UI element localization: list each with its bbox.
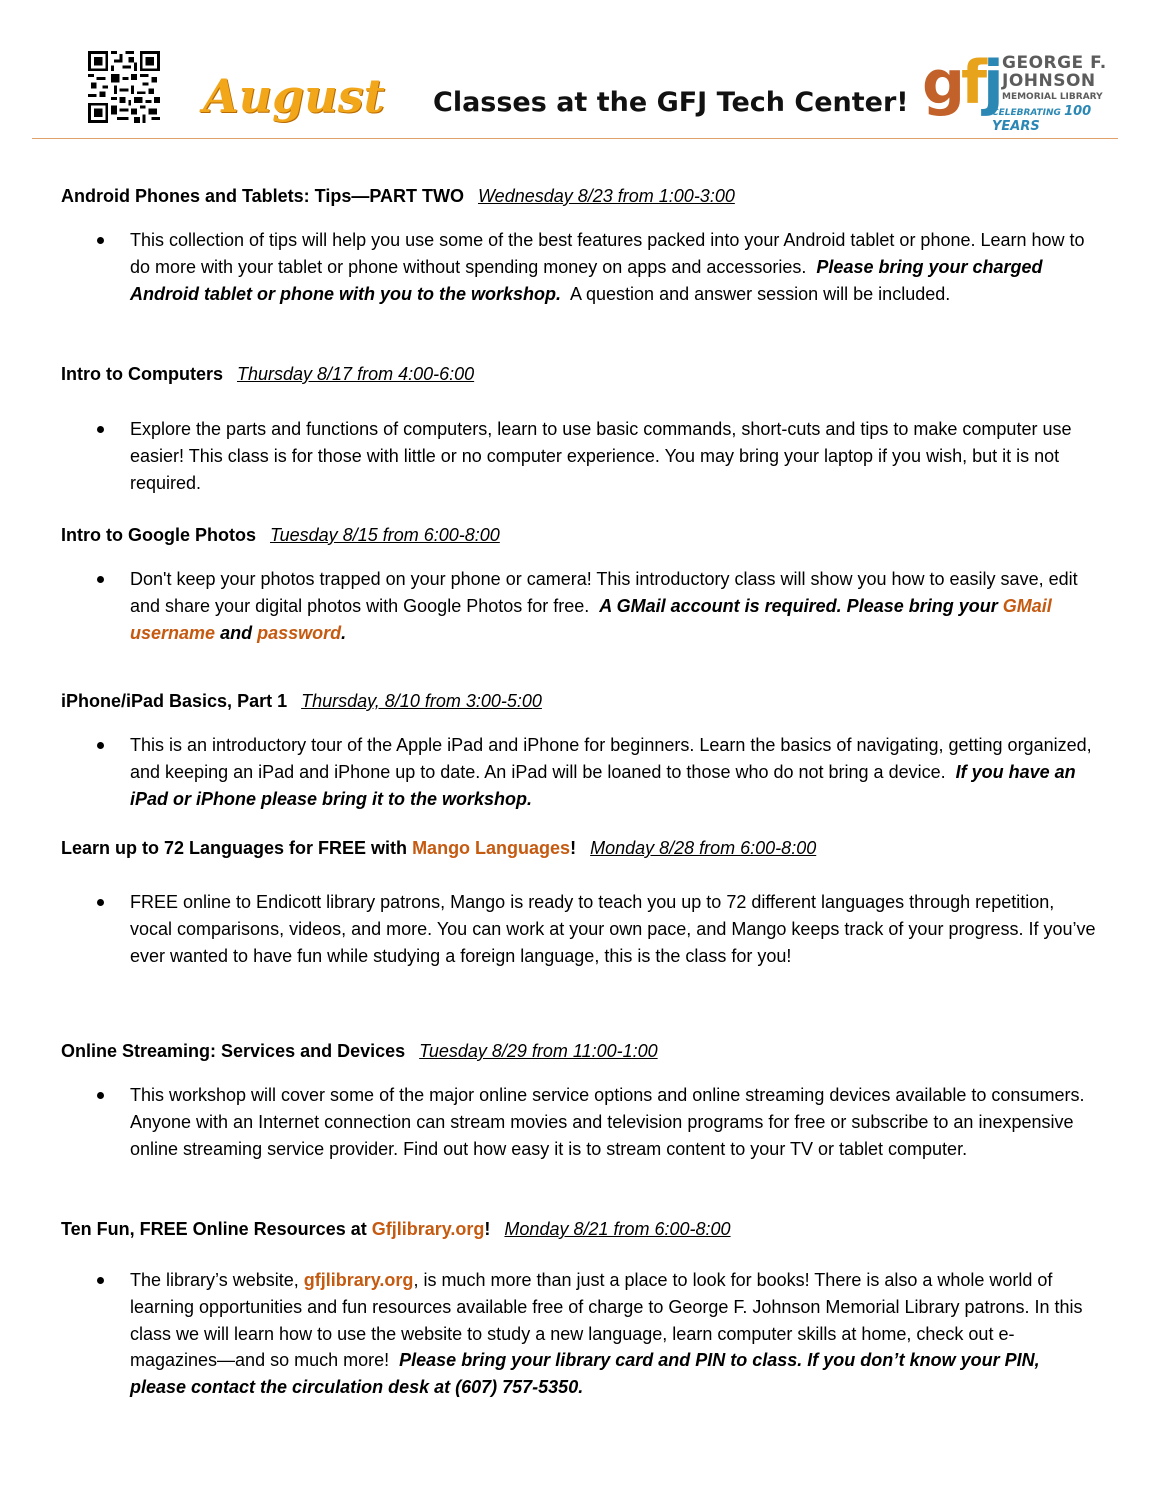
bullet-icon [97,742,104,749]
class-description [130,1082,1098,1162]
logo-line2: JOHNSON [1002,71,1096,91]
class-heading [61,1039,658,1063]
class-schedule: Thursday, 8/10 from 3:00-5:00 [301,691,542,711]
gmail-username-highlight: GMail username [130,595,1052,643]
bullet-icon [97,1092,104,1099]
description-emphasis: . [341,622,347,643]
description-text: , is much more than just a place to look for books! There is also a whole world of learning opportunities and fun resources available free of charge to George F. Johnson Memorial Library patrons. In this class we will learn how to use the website to study a new language, learn computer skills at home, check out e-magazines—and so much more! [130,1270,1083,1371]
description-text: This is an introductory tour of the Apple iPad and iPhone for beginners. Learn the basics of navigating, getting organized, and keeping an iPad and iPhone up to date. An iPad will be loaned to those who do not bring a device. [130,735,1092,782]
description-emphasis: If you have an iPad or iPhone please bring it to the workshop. [130,761,1076,809]
description-emphasis: A GMail account is required. Please bring your [599,595,998,616]
class-schedule: Monday 8/21 from 6:00-8:00 [504,1219,731,1239]
description-text: The library’s website, [130,1270,299,1290]
class-title: Intro to Google Photos [61,525,256,545]
class-description [130,566,1098,646]
gfjlibrary-link[interactable]: Gfjlibrary.org [371,1219,485,1239]
header-rule [32,138,1118,139]
bullet-icon [97,426,104,433]
class-title: Learn up to 72 Languages for FREE with [61,838,408,858]
logo-anniversary [992,104,1122,134]
logo-celebrating: CELEBRATING [992,108,1061,118]
class-description [130,1267,1098,1401]
description-text: Explore the parts and functions of computers, learn to use basic commands, short-cuts and tips to make computer use easier! This class is for those with little or no computer experience. You may bring your laptop if you wish, but it is not required. [130,419,1072,493]
page-header [0,0,1153,140]
bullet-icon [97,576,104,583]
class-schedule: Monday 8/28 from 6:00-8:00 [590,838,817,858]
class-description [130,732,1098,812]
class-title-exclaim: ! [570,838,577,858]
class-heading [61,689,542,713]
website-link[interactable]: gfjlibrary.org [303,1270,414,1290]
description-text: FREE online to Endicott library patrons, Mango is ready to teach you up to 72 different languages through repetition, vocal comparisons, videos, and more. You can work at your own pace, and Mango keeps track of your progress. If you’ve ever wanted to have fun while studying a foreign language, this is the class for you! [130,892,1096,966]
class-title-exclaim: ! [484,1219,491,1239]
gfj-logo-mark: gfj [922,48,1000,118]
mango-languages-link[interactable]: Mango Languages [412,838,571,858]
class-title: Android Phones and Tablets: Tips—PART TWO [61,186,465,206]
class-heading [61,836,816,860]
password-highlight: password [257,622,342,643]
class-title: Online Streaming: Services and Devices [61,1041,406,1061]
class-schedule: Tuesday 8/29 from 11:00-1:00 [419,1041,658,1061]
class-heading [61,523,500,547]
class-title: Ten Fun, FREE Online Resources at [61,1219,367,1239]
class-schedule: Thursday 8/17 from 4:00-6:00 [237,364,475,384]
bullet-icon [97,1277,104,1284]
class-heading [61,184,735,208]
class-heading [61,1217,731,1241]
class-description [130,416,1098,496]
logo-line3: MEMORIAL LIBRARY [1002,92,1103,102]
page-title: Classes at the GFJ Tech Center! [433,87,909,118]
description-emphasis: Please bring your library card and PIN to class. If you don’t know your PIN, please contact the circulation desk at (607) 757-5350. [130,1350,1040,1398]
class-schedule: Tuesday 8/15 from 6:00-8:00 [269,525,500,545]
class-schedule: Wednesday 8/23 from 1:00-3:00 [478,186,735,206]
class-title: Intro to Computers [61,364,223,384]
title-month: August [203,69,385,123]
class-description [130,227,1098,307]
description-text: A question and answer session will be included. [570,283,951,304]
logo-100-years: 100 YEARS [992,104,1092,134]
description-text: This workshop will cover some of the major online service options and online streaming devices available to consumers. Anyone with an Internet connection can stream movies and television programs for free or subscribe to an inexpensive online streaming service provider. Find out how easy it is to stream content to your TV or tablet computer. [130,1085,1085,1159]
class-heading [61,362,474,386]
class-description [130,889,1098,969]
class-title: iPhone/iPad Basics, Part 1 [61,691,288,711]
description-text: Don't keep your photos trapped on your phone or camera! This introductory class will show you how to easily save, edit and share your digital photos with Google Photos for free. [130,569,1078,616]
description-text: This collection of tips will help you use some of the best features packed into your Android tablet or phone. Learn how to do more with your tablet or phone without spending money on apps and accessories. [130,230,1085,277]
bullet-icon [97,899,104,906]
logo-line1: GEORGE F. [1002,53,1107,73]
qr-code-icon [88,50,160,124]
description-emphasis: Please bring your charged Android tablet or phone with you to the workshop. [130,256,1043,304]
bullet-icon [97,237,104,244]
description-emphasis: and [220,622,253,643]
library-logo [922,44,1122,134]
